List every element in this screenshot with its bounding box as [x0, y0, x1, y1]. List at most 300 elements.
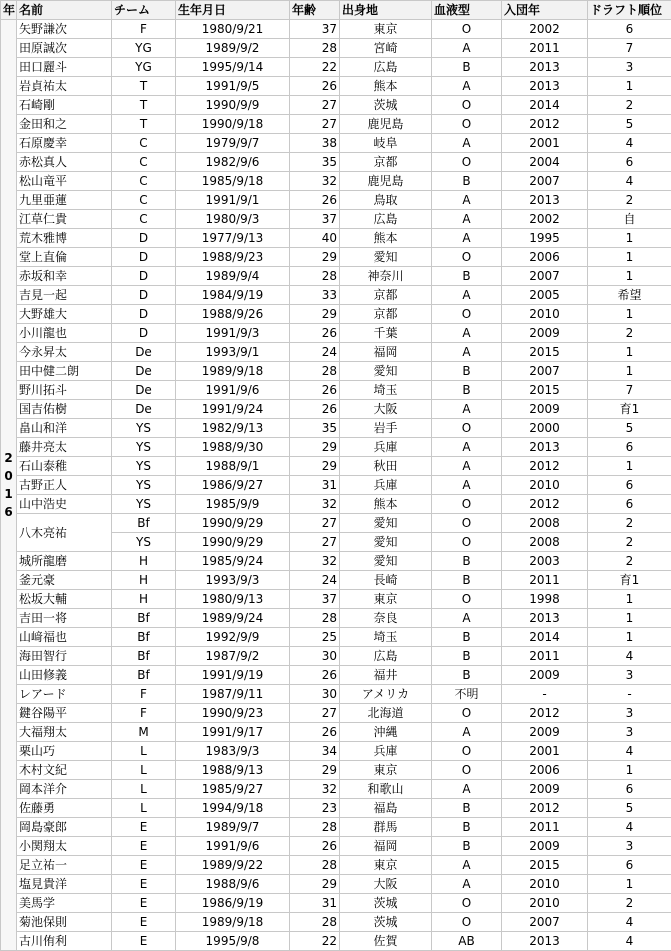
cell-name: 藤井亮太 — [17, 438, 112, 457]
cell-blood-type: A — [432, 875, 502, 894]
cell-age: 24 — [290, 343, 340, 362]
cell-draft-rank: 1 — [588, 628, 671, 647]
cell-team: E — [112, 837, 176, 856]
cell-draft-rank: 3 — [588, 837, 671, 856]
cell-joined-year: 2008 — [502, 514, 588, 533]
cell-joined-year: 2003 — [502, 552, 588, 571]
cell-age: 32 — [290, 780, 340, 799]
cell-name: 海田智行 — [17, 647, 112, 666]
cell-joined-year: 2012 — [502, 799, 588, 818]
col-header-birthplace: 出身地 — [340, 1, 432, 20]
cell-team: E — [112, 856, 176, 875]
cell-blood-type: B — [432, 799, 502, 818]
col-header-blood-type: 血液型 — [432, 1, 502, 20]
cell-joined-year: 2007 — [502, 172, 588, 191]
cell-birthdate: 1986/9/27 — [176, 476, 290, 495]
cell-blood-type: B — [432, 381, 502, 400]
cell-birthdate: 1989/9/22 — [176, 856, 290, 875]
table-row — [1, 324, 671, 343]
cell-birthdate: 1989/9/18 — [176, 362, 290, 381]
cell-name: 足立祐一 — [17, 856, 112, 875]
cell-name: 美馬学 — [17, 894, 112, 913]
cell-blood-type: B — [432, 628, 502, 647]
cell-birthdate: 1985/9/9 — [176, 495, 290, 514]
cell-age: 28 — [290, 267, 340, 286]
table-row — [1, 666, 671, 685]
cell-birthdate: 1988/9/30 — [176, 438, 290, 457]
cell-joined-year: 1995 — [502, 229, 588, 248]
cell-blood-type: A — [432, 609, 502, 628]
cell-joined-year: 2004 — [502, 153, 588, 172]
cell-team: F — [112, 685, 176, 704]
cell-birthplace: 福井 — [340, 666, 432, 685]
cell-blood-type: A — [432, 457, 502, 476]
year-char: 6 — [3, 503, 14, 521]
cell-name: 釜元豪 — [17, 571, 112, 590]
cell-joined-year: 2010 — [502, 894, 588, 913]
year-char: 1 — [3, 485, 14, 503]
cell-birthplace: 愛知 — [340, 514, 432, 533]
cell-joined-year: 1998 — [502, 590, 588, 609]
cell-birthplace: 大阪 — [340, 400, 432, 419]
cell-birthdate: 1988/9/13 — [176, 761, 290, 780]
table-row — [1, 628, 671, 647]
cell-joined-year: 2011 — [502, 647, 588, 666]
cell-birthdate: 1982/9/6 — [176, 153, 290, 172]
cell-birthplace: 福島 — [340, 799, 432, 818]
cell-birthplace: 岐阜 — [340, 134, 432, 153]
cell-birthdate: 1979/9/7 — [176, 134, 290, 153]
cell-name: 古川侑利 — [17, 932, 112, 951]
cell-joined-year: 2013 — [502, 438, 588, 457]
cell-birthplace: 和歌山 — [340, 780, 432, 799]
cell-birthdate: 1988/9/1 — [176, 457, 290, 476]
header-row — [1, 1, 671, 20]
cell-name: 田原誠次 — [17, 39, 112, 58]
cell-birthplace: 大阪 — [340, 875, 432, 894]
table-row — [1, 172, 671, 191]
cell-team: F — [112, 704, 176, 723]
cell-name: 山中浩史 — [17, 495, 112, 514]
cell-age: 27 — [290, 514, 340, 533]
cell-draft-rank: 6 — [588, 438, 671, 457]
cell-team: De — [112, 400, 176, 419]
cell-name: 山田修義 — [17, 666, 112, 685]
cell-birthdate: 1988/9/26 — [176, 305, 290, 324]
cell-joined-year: 2000 — [502, 419, 588, 438]
year-cell — [1, 20, 17, 951]
cell-birthplace: 熊本 — [340, 229, 432, 248]
table-row — [1, 210, 671, 229]
table-row — [1, 837, 671, 856]
cell-draft-rank: 1 — [588, 457, 671, 476]
cell-draft-rank: 6 — [588, 495, 671, 514]
cell-blood-type: A — [432, 438, 502, 457]
col-header-name: 名前 — [17, 1, 112, 20]
cell-birthdate: 1982/9/13 — [176, 419, 290, 438]
cell-birthdate: 1985/9/27 — [176, 780, 290, 799]
cell-birthplace: 茨城 — [340, 913, 432, 932]
cell-birthplace: 兵庫 — [340, 742, 432, 761]
cell-joined-year: 2012 — [502, 115, 588, 134]
cell-age: 26 — [290, 324, 340, 343]
cell-blood-type: A — [432, 476, 502, 495]
cell-team: YS — [112, 476, 176, 495]
col-header-year: 年 — [1, 1, 17, 20]
cell-team: L — [112, 799, 176, 818]
cell-age: 35 — [290, 153, 340, 172]
cell-birthplace: 東京 — [340, 856, 432, 875]
cell-birthdate: 1989/9/2 — [176, 39, 290, 58]
cell-draft-rank: 3 — [588, 666, 671, 685]
cell-age: 31 — [290, 894, 340, 913]
cell-team: YS — [112, 533, 176, 552]
cell-draft-rank: 1 — [588, 590, 671, 609]
year-char: 2 — [3, 449, 14, 467]
cell-age: 26 — [290, 400, 340, 419]
cell-name: 矢野謙次 — [17, 20, 112, 39]
cell-name: 田中健二朗 — [17, 362, 112, 381]
cell-team: Bf — [112, 666, 176, 685]
cell-joined-year: 2009 — [502, 780, 588, 799]
cell-team: L — [112, 761, 176, 780]
cell-age: 31 — [290, 476, 340, 495]
table-row — [1, 267, 671, 286]
cell-birthplace: 神奈川 — [340, 267, 432, 286]
cell-name: 畠山和洋 — [17, 419, 112, 438]
table-row — [1, 457, 671, 476]
cell-blood-type: O — [432, 704, 502, 723]
cell-blood-type: B — [432, 58, 502, 77]
cell-blood-type: A — [432, 191, 502, 210]
table-row — [1, 438, 671, 457]
cell-birthdate: 1995/9/14 — [176, 58, 290, 77]
cell-draft-rank: 6 — [588, 153, 671, 172]
cell-age: 27 — [290, 96, 340, 115]
cell-age: 30 — [290, 685, 340, 704]
cell-blood-type: AB — [432, 932, 502, 951]
cell-birthdate: 1992/9/9 — [176, 628, 290, 647]
cell-name: 赤松真人 — [17, 153, 112, 172]
table-row — [1, 229, 671, 248]
cell-joined-year: 2002 — [502, 210, 588, 229]
col-header-age: 年齢 — [290, 1, 340, 20]
cell-age: 37 — [290, 210, 340, 229]
cell-joined-year: 2009 — [502, 400, 588, 419]
cell-joined-year: 2015 — [502, 856, 588, 875]
cell-birthplace: 福岡 — [340, 837, 432, 856]
cell-joined-year: 2002 — [502, 20, 588, 39]
cell-draft-rank: 1 — [588, 248, 671, 267]
cell-team: Bf — [112, 609, 176, 628]
cell-team: E — [112, 875, 176, 894]
cell-birthplace: 鹿児島 — [340, 115, 432, 134]
cell-draft-rank: 1 — [588, 362, 671, 381]
cell-birthplace: 鳥取 — [340, 191, 432, 210]
cell-joined-year: 2012 — [502, 457, 588, 476]
cell-age: 26 — [290, 723, 340, 742]
cell-draft-rank: 1 — [588, 875, 671, 894]
cell-name: 佐藤勇 — [17, 799, 112, 818]
cell-birthplace: 北海道 — [340, 704, 432, 723]
cell-birthdate: 1994/9/18 — [176, 799, 290, 818]
table-row — [1, 381, 671, 400]
cell-name: 金田和之 — [17, 115, 112, 134]
cell-age: 28 — [290, 856, 340, 875]
cell-birthplace: 秋田 — [340, 457, 432, 476]
cell-joined-year: 2015 — [502, 343, 588, 362]
cell-name: 古野正人 — [17, 476, 112, 495]
cell-blood-type: B — [432, 172, 502, 191]
cell-draft-rank: 2 — [588, 191, 671, 210]
table-row — [1, 723, 671, 742]
cell-draft-rank: 6 — [588, 856, 671, 875]
table-row — [1, 913, 671, 932]
cell-blood-type: O — [432, 495, 502, 514]
cell-birthplace: 広島 — [340, 58, 432, 77]
cell-draft-rank: 6 — [588, 780, 671, 799]
cell-birthdate: 1983/9/3 — [176, 742, 290, 761]
cell-draft-rank: 5 — [588, 799, 671, 818]
cell-birthdate: 1995/9/8 — [176, 932, 290, 951]
cell-blood-type: A — [432, 134, 502, 153]
cell-birthplace: 茨城 — [340, 894, 432, 913]
cell-birthplace: アメリカ — [340, 685, 432, 704]
cell-birthplace: 長崎 — [340, 571, 432, 590]
cell-team: De — [112, 343, 176, 362]
cell-joined-year: 2011 — [502, 818, 588, 837]
cell-team: C — [112, 210, 176, 229]
cell-birthplace: 京都 — [340, 153, 432, 172]
cell-team: C — [112, 191, 176, 210]
cell-birthdate: 1988/9/6 — [176, 875, 290, 894]
cell-joined-year: 2007 — [502, 267, 588, 286]
cell-birthplace: 愛知 — [340, 533, 432, 552]
cell-joined-year: 2007 — [502, 913, 588, 932]
cell-blood-type: A — [432, 780, 502, 799]
table-row — [1, 305, 671, 324]
cell-birthdate: 1988/9/23 — [176, 248, 290, 267]
cell-birthplace: 岩手 — [340, 419, 432, 438]
table-row — [1, 685, 671, 704]
cell-name: 石原慶幸 — [17, 134, 112, 153]
table-row — [1, 419, 671, 438]
cell-draft-rank: 2 — [588, 324, 671, 343]
cell-age: 29 — [290, 305, 340, 324]
cell-joined-year: 2012 — [502, 495, 588, 514]
cell-joined-year: 2012 — [502, 704, 588, 723]
table-row — [1, 799, 671, 818]
cell-birthplace: 兵庫 — [340, 476, 432, 495]
cell-blood-type: B — [432, 362, 502, 381]
cell-birthplace: 京都 — [340, 286, 432, 305]
cell-age: 29 — [290, 761, 340, 780]
cell-blood-type: B — [432, 837, 502, 856]
cell-birthdate: 1990/9/9 — [176, 96, 290, 115]
cell-age: 22 — [290, 58, 340, 77]
cell-team: D — [112, 305, 176, 324]
cell-birthplace: 京都 — [340, 305, 432, 324]
table-row — [1, 476, 671, 495]
cell-draft-rank: 育1 — [588, 400, 671, 419]
cell-team: C — [112, 172, 176, 191]
cell-birthdate: 1991/9/19 — [176, 666, 290, 685]
cell-blood-type: A — [432, 400, 502, 419]
cell-draft-rank: 3 — [588, 723, 671, 742]
cell-blood-type: 不明 — [432, 685, 502, 704]
cell-team: E — [112, 894, 176, 913]
table-row — [1, 761, 671, 780]
cell-team: T — [112, 115, 176, 134]
cell-blood-type: B — [432, 666, 502, 685]
cell-birthplace: 東京 — [340, 590, 432, 609]
cell-birthplace: 兵庫 — [340, 438, 432, 457]
cell-birthdate: 1990/9/18 — [176, 115, 290, 134]
cell-birthdate: 1986/9/19 — [176, 894, 290, 913]
cell-age: 28 — [290, 609, 340, 628]
cell-blood-type: A — [432, 324, 502, 343]
cell-team: T — [112, 96, 176, 115]
table-row — [1, 20, 671, 39]
cell-age: 35 — [290, 419, 340, 438]
cell-age: 27 — [290, 533, 340, 552]
table-row — [1, 286, 671, 305]
cell-draft-rank: 1 — [588, 609, 671, 628]
table-row — [1, 552, 671, 571]
cell-draft-rank: 3 — [588, 704, 671, 723]
cell-name: レアード — [17, 685, 112, 704]
cell-joined-year: 2009 — [502, 837, 588, 856]
cell-age: 34 — [290, 742, 340, 761]
cell-birthdate: 1985/9/24 — [176, 552, 290, 571]
cell-name: 堂上直倫 — [17, 248, 112, 267]
cell-name: 菊池保則 — [17, 913, 112, 932]
cell-birthplace: 埼玉 — [340, 381, 432, 400]
cell-name: 松山竜平 — [17, 172, 112, 191]
table-row — [1, 58, 671, 77]
table-row — [1, 875, 671, 894]
cell-birthdate: 1990/9/29 — [176, 514, 290, 533]
cell-age: 23 — [290, 799, 340, 818]
cell-draft-rank: 6 — [588, 476, 671, 495]
cell-team: H — [112, 590, 176, 609]
cell-name: 塩見貴洋 — [17, 875, 112, 894]
table-row — [1, 609, 671, 628]
cell-birthplace: 東京 — [340, 20, 432, 39]
cell-birthdate: 1991/9/6 — [176, 381, 290, 400]
cell-team: YS — [112, 419, 176, 438]
cell-name: 江草仁貴 — [17, 210, 112, 229]
cell-joined-year: 2010 — [502, 305, 588, 324]
cell-name: 岡島豪郎 — [17, 818, 112, 837]
cell-birthplace: 宮崎 — [340, 39, 432, 58]
cell-name: 田口麗斗 — [17, 58, 112, 77]
cell-birthplace: 広島 — [340, 647, 432, 666]
cell-joined-year: 2011 — [502, 39, 588, 58]
cell-joined-year: 2005 — [502, 286, 588, 305]
cell-joined-year: 2006 — [502, 248, 588, 267]
cell-team: E — [112, 818, 176, 837]
cell-blood-type: O — [432, 742, 502, 761]
cell-team: M — [112, 723, 176, 742]
cell-joined-year: 2010 — [502, 476, 588, 495]
cell-birthdate: 1993/9/1 — [176, 343, 290, 362]
cell-birthplace: 福岡 — [340, 343, 432, 362]
cell-birthdate: 1989/9/4 — [176, 267, 290, 286]
table-row — [1, 780, 671, 799]
cell-draft-rank: 1 — [588, 267, 671, 286]
cell-team: H — [112, 571, 176, 590]
cell-age: 27 — [290, 704, 340, 723]
table-row — [1, 856, 671, 875]
cell-team: De — [112, 362, 176, 381]
table-row — [1, 343, 671, 362]
cell-birthdate: 1991/9/1 — [176, 191, 290, 210]
cell-joined-year: 2001 — [502, 134, 588, 153]
table-row — [1, 96, 671, 115]
cell-team: Bf — [112, 628, 176, 647]
cell-birthplace: 沖縄 — [340, 723, 432, 742]
cell-blood-type: B — [432, 552, 502, 571]
cell-blood-type: O — [432, 115, 502, 134]
cell-draft-rank: 4 — [588, 913, 671, 932]
cell-birthdate: 1977/9/13 — [176, 229, 290, 248]
cell-birthdate: 1980/9/3 — [176, 210, 290, 229]
cell-birthplace: 鹿児島 — [340, 172, 432, 191]
cell-draft-rank: 育1 — [588, 571, 671, 590]
cell-name: 鍵谷陽平 — [17, 704, 112, 723]
cell-birthplace: 広島 — [340, 210, 432, 229]
cell-blood-type: O — [432, 96, 502, 115]
cell-age: 26 — [290, 666, 340, 685]
cell-age: 28 — [290, 39, 340, 58]
cell-blood-type: A — [432, 210, 502, 229]
cell-joined-year: 2014 — [502, 96, 588, 115]
table-row — [1, 571, 671, 590]
cell-name: 赤坂和幸 — [17, 267, 112, 286]
cell-blood-type: A — [432, 856, 502, 875]
cell-draft-rank: 2 — [588, 552, 671, 571]
cell-age: 28 — [290, 913, 340, 932]
table-row — [1, 894, 671, 913]
cell-team: E — [112, 913, 176, 932]
table-row — [1, 514, 671, 533]
cell-name: 岡本洋介 — [17, 780, 112, 799]
cell-team: L — [112, 742, 176, 761]
table-row — [1, 77, 671, 96]
cell-draft-rank: 4 — [588, 742, 671, 761]
cell-birthdate: 1991/9/24 — [176, 400, 290, 419]
cell-team: D — [112, 324, 176, 343]
table-row — [1, 932, 671, 951]
cell-birthdate: 1993/9/3 — [176, 571, 290, 590]
cell-birthdate: 1985/9/18 — [176, 172, 290, 191]
cell-draft-rank: 2 — [588, 96, 671, 115]
cell-draft-rank: 6 — [588, 20, 671, 39]
cell-blood-type: O — [432, 305, 502, 324]
table-row — [1, 115, 671, 134]
cell-joined-year: - — [502, 685, 588, 704]
cell-name: 野川拓斗 — [17, 381, 112, 400]
cell-birthdate: 1984/9/19 — [176, 286, 290, 305]
cell-name: 木村文紀 — [17, 761, 112, 780]
cell-name: 石山泰稚 — [17, 457, 112, 476]
cell-birthplace: 愛知 — [340, 362, 432, 381]
cell-team: De — [112, 381, 176, 400]
cell-birthdate: 1991/9/17 — [176, 723, 290, 742]
cell-name: 九里亜蓮 — [17, 191, 112, 210]
cell-birthplace: 愛知 — [340, 248, 432, 267]
